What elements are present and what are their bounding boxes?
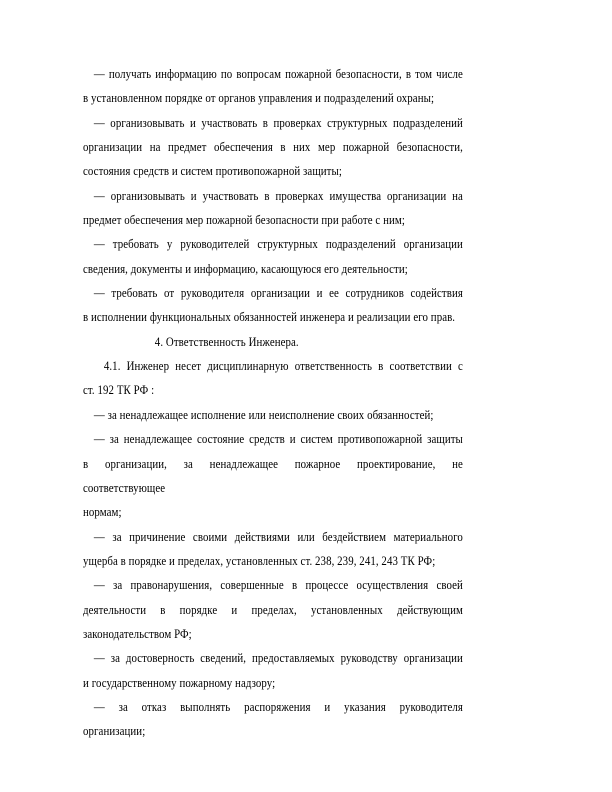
text-line: — за ненадлежащее исполнение или неисполнение своих обязанностей; bbox=[93, 406, 434, 422]
text-line: — за достоверность сведений, предоставляемых руководству организации bbox=[93, 650, 463, 666]
text-line: организации; bbox=[83, 723, 146, 739]
paragraph bbox=[83, 62, 463, 111]
text-line: законодательством РФ; bbox=[83, 625, 192, 641]
paragraph bbox=[83, 281, 463, 330]
text-line: в организации, за ненадлежащее пожарное проектирование, не соответствующее bbox=[83, 455, 463, 495]
paragraph bbox=[83, 354, 463, 403]
text-line: деятельности в порядке и пределах, установленных действующим bbox=[83, 601, 463, 617]
paragraph bbox=[83, 232, 463, 281]
text-line: — организовывать и участвовать в проверках имущества организации на bbox=[93, 187, 463, 203]
text-line: и государственному пожарному надзору; bbox=[83, 674, 276, 690]
paragraph bbox=[83, 695, 463, 744]
text-line: состояния средств и систем противопожарной защиты; bbox=[83, 163, 342, 179]
text-line: сведения, документы и информацию, касающуюся его деятельности; bbox=[83, 260, 408, 276]
text-line: 4.1. Инженер несет дисциплинарную ответственность в соответствии с bbox=[103, 358, 463, 374]
text-line: — за отказ выполнять распоряжения и указания руководителя bbox=[93, 698, 463, 714]
text-line: нормам; bbox=[83, 504, 122, 520]
text-line: — требовать от руководителя организации и ее сотрудников содействия bbox=[93, 285, 463, 301]
text-line: — за правонарушения, совершенные в процессе осуществления своей bbox=[93, 577, 463, 593]
paragraph bbox=[83, 184, 463, 233]
section-heading bbox=[83, 330, 463, 354]
paragraph bbox=[83, 646, 463, 695]
text-line: — организовывать и участвовать в проверках структурных подразделений bbox=[93, 114, 463, 130]
text-line: предмет обеспечения мер пожарной безопасности при работе с ним; bbox=[83, 212, 405, 228]
text-line: организации на предмет обеспечения в них мер пожарной безопасности, bbox=[83, 139, 463, 155]
text-line: — получать информацию по вопросам пожарной безопасности, в том числе bbox=[93, 66, 463, 81]
paragraph bbox=[83, 573, 463, 646]
text-line: ущерба в порядке и пределах, установленных ст. 238, 239, 241, 243 ТК РФ; bbox=[83, 552, 436, 568]
text-line: в установленном порядке от органов управления и подразделений охраны; bbox=[83, 90, 435, 106]
paragraph bbox=[83, 111, 463, 184]
text-line: — за ненадлежащее состояние средств и систем противопожарной защиты bbox=[93, 431, 463, 447]
text-line: — за причинение своими действиями или бездействием материального bbox=[93, 528, 463, 544]
text-line: — требовать у руководителей структурных подразделений организации bbox=[93, 236, 463, 252]
text-line: 4. Ответственность Инженера. bbox=[154, 333, 299, 349]
document-text-column bbox=[83, 62, 463, 744]
paragraph bbox=[83, 403, 463, 427]
text-line: ст. 192 ТК РФ : bbox=[83, 382, 155, 398]
paragraph bbox=[83, 427, 463, 524]
text-line: в исполнении функциональных обязанностей инженера и реализации его прав. bbox=[83, 309, 456, 325]
paragraph bbox=[83, 525, 463, 574]
